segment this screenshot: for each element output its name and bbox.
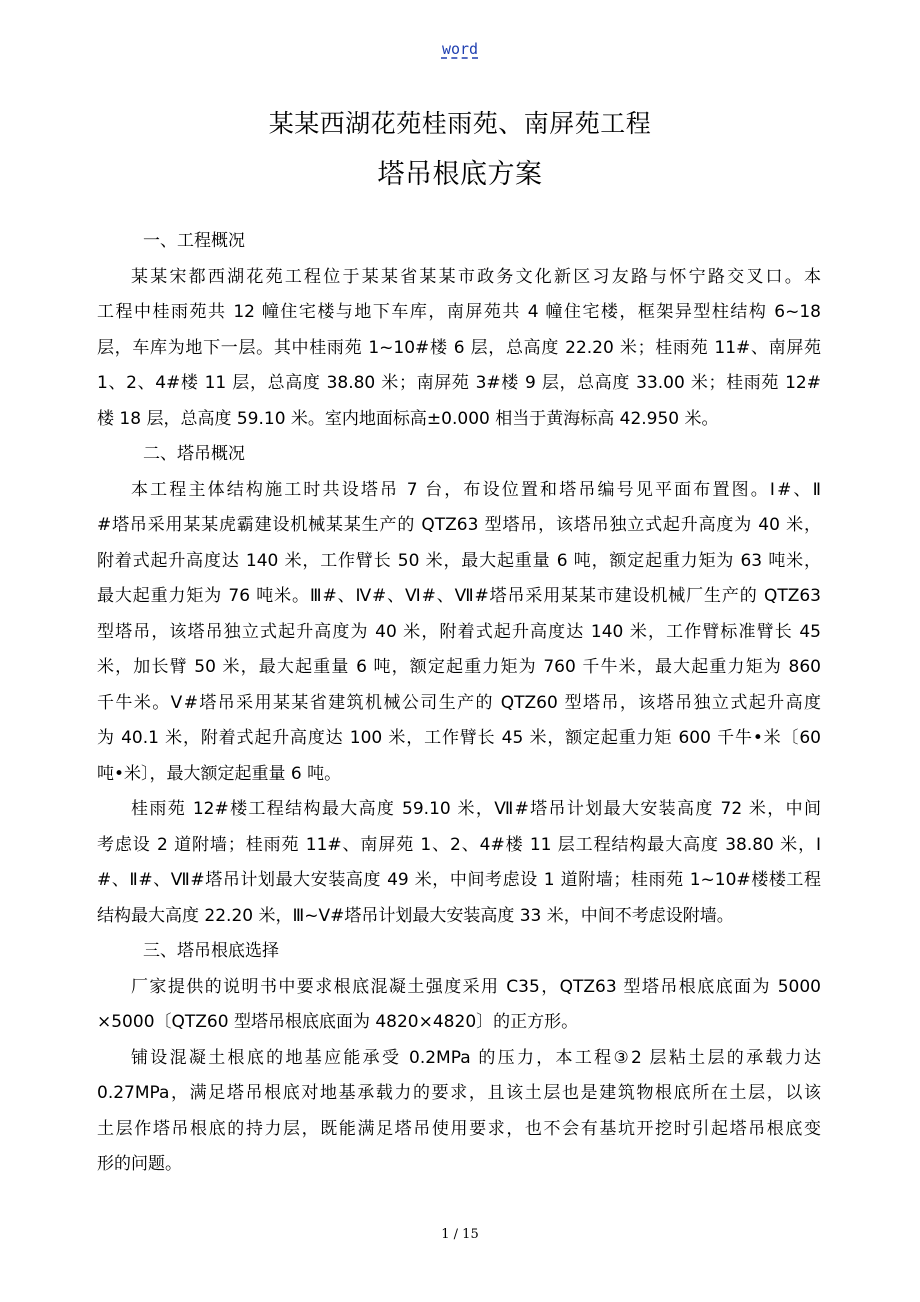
document-title: 某某西湖花苑桂雨苑、南屏苑工程 bbox=[268, 109, 652, 138]
paragraph-line: 桂雨苑 12#楼工程结构最大高度 59.10 米，Ⅶ#塔吊计划最大安装高度 72 米，中间 bbox=[131, 799, 821, 819]
paragraph-project-overview bbox=[97, 260, 821, 438]
paragraph-line: 厂家提供的说明书中要求根底混凝土强度采用 C35，QTZ63 型塔吊根底底面为 5000 bbox=[131, 976, 821, 997]
paragraph-line: 工程中桂雨苑共 12 幢住宅楼与地下车库，南屏苑共 4 幢住宅楼，框架异型柱结构 6~18 bbox=[97, 302, 821, 322]
paragraph-line: 千牛米。Ⅴ#塔吊采用某某省建筑机械公司生产的 QTZ60 型塔吊，该塔吊独立式起升高度 bbox=[97, 692, 821, 713]
section-heading-foundation-choice: 三、塔吊根底选择 bbox=[143, 941, 279, 961]
paragraph-line: 本工程主体结构施工时共设塔吊 7 台，布设位置和塔吊编号见平面布置图。Ⅰ#、Ⅱ bbox=[131, 479, 821, 500]
paragraph-line: 米，加长臂 50 米，最大起重量 6 吨，额定起重力矩为 760 千牛米，最大起重力矩为 860 bbox=[97, 657, 821, 677]
paragraph-line: 为 40.1 米，附着式起升高度达 100 米，工作臂长 45 米，额定起重力矩 600 千牛•米〔60 bbox=[97, 728, 821, 748]
paragraph-line: 铺设混凝土根底的地基应能承受 0.2MPa 的压力，本工程③2 层粘土层的承载力达 bbox=[131, 1047, 821, 1068]
paragraph-line: 型塔吊，该塔吊独立式起升高度为 40 米，附着式起升高度达 140 米，工作臂标准臂长 45 bbox=[97, 621, 821, 642]
section-heading-overview: 一、工程概况 bbox=[143, 231, 245, 251]
paragraph-line: 土层作塔吊根底的持力层，既能满足塔吊使用要求，也不会有基坑开挖时引起塔吊根底变 bbox=[97, 1118, 821, 1139]
header-word-link[interactable]: word bbox=[441, 40, 479, 58]
paragraph-line: 1、2、4#楼 11 层，总高度 38.80 米；南屏苑 3#楼 9 层，总高度 33.00 米；桂雨苑 12# bbox=[97, 373, 821, 393]
paragraph-line: 形的问题。 bbox=[97, 1154, 182, 1174]
paragraph-line: 考虑设 2 道附墙；桂雨苑 11#、南屏苑 1、2、4#楼 11 层工程结构最大高度 38.80 米，Ⅰ bbox=[97, 834, 821, 855]
paragraph-line: #塔吊采用某某虎霸建设机械某某生产的 QTZ63 型塔吊，该塔吊独立式起升高度为 40 米， bbox=[97, 515, 821, 535]
paragraph-line: 附着式起升高度达 140 米，工作臂长 50 米，最大起重量 6 吨，额定起重力矩为 63 吨米， bbox=[97, 550, 821, 571]
document-body bbox=[97, 224, 821, 1183]
paragraph-line: 某某宋都西湖花苑工程位于某某省某某市政务文化新区习友路与怀宁路交叉口。本 bbox=[131, 266, 821, 287]
section-heading-crane-overview: 二、塔吊概况 bbox=[143, 444, 245, 464]
paragraph-foundation-soil bbox=[97, 1041, 821, 1183]
document-subtitle: 塔吊根底方案 bbox=[377, 159, 543, 190]
paragraph-line: 楼 18 层，总高度 59.10 米。室内地面标高±0.000 相当于黄海标高 42.950 米。 bbox=[97, 408, 719, 429]
paragraph-line: 吨•米〕，最大额定起重量 6 吨。 bbox=[97, 763, 342, 784]
page-number: 1 / 15 bbox=[441, 1227, 479, 1242]
paragraph-line: 最大起重力矩为 76 吨米。Ⅲ#、Ⅳ#、Ⅵ#、Ⅶ#塔吊采用某某市建设机械厂生产的 QTZ63 bbox=[97, 586, 821, 606]
paragraph-line: 0.27MPa，满足塔吊根底对地基承载力的要求，且该土层也是建筑物根底所在土层，以该 bbox=[97, 1083, 821, 1103]
paragraph-foundation-spec bbox=[97, 970, 821, 1041]
paragraph-crane-overview bbox=[97, 473, 821, 793]
paragraph-line: 结构最大高度 22.20 米，Ⅲ~Ⅴ#塔吊计划最大安装高度 33 米，中间不考虑设附墙。 bbox=[97, 905, 734, 926]
paragraph-crane-heights bbox=[97, 792, 821, 934]
paragraph-line: ×5000〔QTZ60 型塔吊根底底面为 4820×4820〕的正方形。 bbox=[97, 1012, 579, 1032]
paragraph-line: 层，车库为地下一层。其中桂雨苑 1~10#楼 6 层，总高度 22.20 米；桂雨苑 11#、南屏苑 bbox=[97, 337, 821, 358]
paragraph-line: #、Ⅱ#、Ⅶ#塔吊计划最大安装高度 49 米，中间考虑设 1 道附墙；桂雨苑 1~10#楼楼工程 bbox=[97, 870, 821, 890]
